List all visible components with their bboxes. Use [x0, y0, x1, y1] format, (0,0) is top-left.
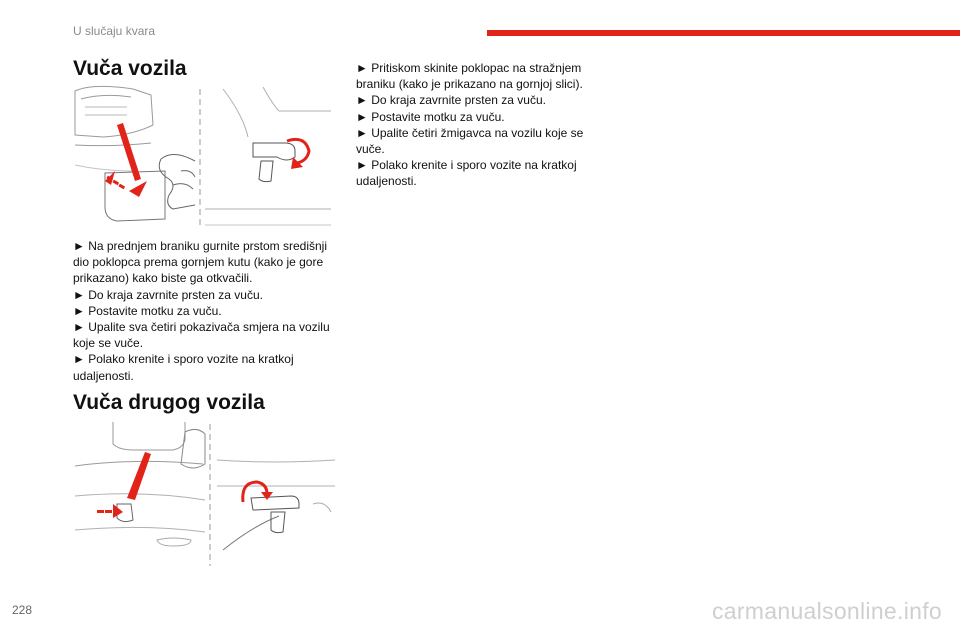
- page-number: 228: [12, 603, 33, 617]
- towing-vehicle-steps: [73, 238, 343, 384]
- rear-towing-illustration: [73, 420, 335, 570]
- watermark: carmanualsonline.info: [711, 598, 942, 624]
- header-accent-bar: [487, 30, 960, 36]
- step-item: ► Postavite motku za vuču.: [73, 303, 222, 318]
- towing-other-vehicle-steps: [356, 60, 598, 190]
- step-item: ► Upalite sva četiri pokazivača smjera na vozilu koje se vuče.: [73, 320, 330, 351]
- step-item: ► Polako krenite i sporo vozite na kratkoj udaljenosti.: [356, 158, 577, 189]
- step-item: ► Do kraja zavrnite prsten za vuču.: [73, 287, 263, 302]
- step-item: ► Do kraja zavrnite prsten za vuču.: [356, 93, 546, 108]
- step-item: ► Na prednjem braniku gurnite prstom središnji dio poklopca prema gornjem kutu (kako je gore prikazano) kako biste ga otkvačili.: [73, 239, 327, 286]
- step-item: ► Polako krenite i sporo vozite na kratkoj udaljenosti.: [73, 352, 294, 383]
- step-item: ► Upalite četiri žmigavca na vozilu koje se vuče.: [356, 125, 584, 157]
- step-item: ► Pritiskom skinite poklopac na stražnjem braniku (kako je prikazano na gornjoj slici).: [356, 61, 583, 92]
- step-item: ► Postavite motku za vuču.: [356, 109, 505, 124]
- running-header: U slučaju kvara: [73, 24, 156, 38]
- section-title-towing-vehicle: Vuča vozila: [73, 57, 187, 80]
- section-title-towing-other-vehicle: Vuča drugog vozila: [73, 391, 265, 414]
- front-towing-illustration: [73, 85, 335, 233]
